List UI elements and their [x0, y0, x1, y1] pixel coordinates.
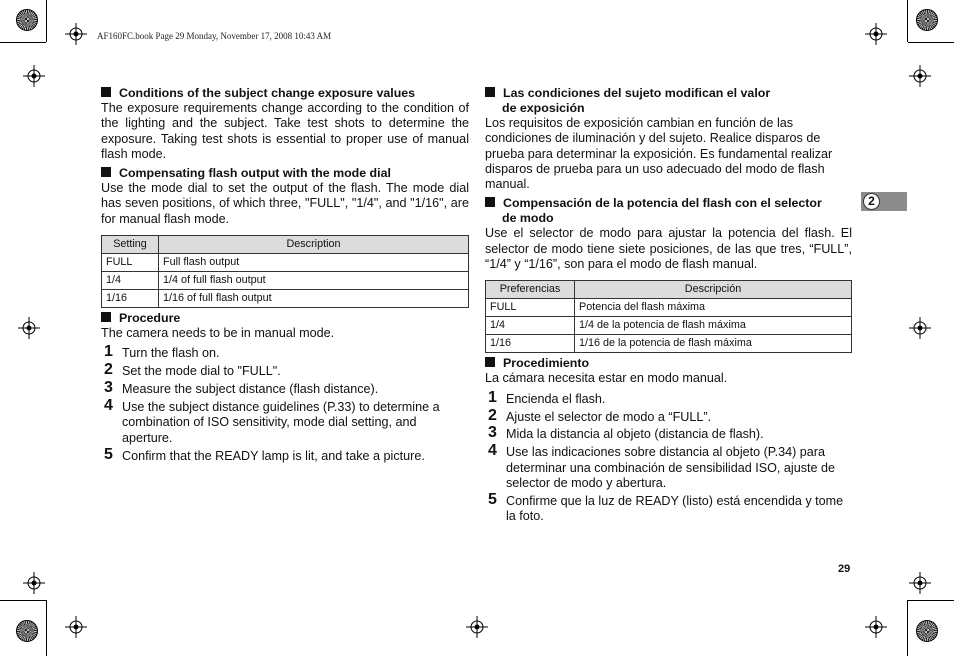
- table-cell: 1/4 of full flash output: [159, 272, 469, 290]
- step-number: 2: [104, 361, 113, 379]
- step-text: Confirme que la luz de READY (listo) está encendida y tome la foto.: [506, 493, 844, 524]
- step-number: 5: [104, 445, 113, 463]
- step-number: 1: [488, 388, 497, 406]
- table-cell: 1/16 of full flash output: [159, 290, 469, 308]
- registration-mark-icon: [18, 317, 40, 339]
- table-row: [102, 290, 469, 308]
- step-number: 2: [488, 406, 497, 424]
- section-heading: Procedimiento: [485, 356, 852, 371]
- table-cell: 1/4: [102, 272, 159, 290]
- book-header: AF160FC.book Page 29 Monday, November 17, 2008 10:43 AM: [97, 31, 332, 41]
- table-cell: 1/4 de la potencia de flash máxima: [575, 317, 852, 335]
- color-target-top-right: [916, 9, 938, 31]
- list-item: [101, 361, 469, 379]
- table-row: [486, 299, 852, 317]
- section-heading-continued: de modo: [502, 211, 554, 226]
- list-item: [485, 424, 852, 442]
- table-row: [486, 317, 852, 335]
- bullet-square-icon: [485, 197, 495, 207]
- paragraph: The camera needs to be in manual mode.: [101, 326, 335, 341]
- table-cell: Potencia del flash máxima: [575, 299, 852, 317]
- step-number: 3: [104, 379, 113, 397]
- registration-mark-icon: [865, 23, 887, 45]
- registration-mark-icon: [865, 616, 887, 638]
- paragraph: The exposure requirements change according to the condition of the lighting and the subject. Take test shots to determine the exposure. Taking test shots is essential to proper use of manual flash mode.: [101, 101, 469, 161]
- bullet-square-icon: [101, 87, 111, 97]
- section-heading: Compensación de la potencia del flash con el selector: [485, 196, 852, 211]
- section-heading: Procedure: [101, 311, 469, 326]
- settings-table: [101, 235, 469, 308]
- step-number: 3: [488, 424, 497, 442]
- table-cell: 1/16 de la potencia de flash máxima: [575, 335, 852, 353]
- table-cell: 1/16: [102, 290, 159, 308]
- registration-mark-icon: [909, 572, 931, 594]
- registration-mark-icon: [23, 65, 45, 87]
- table-cell: FULL: [486, 299, 575, 317]
- section-heading: Conditions of the subject change exposure values: [101, 86, 469, 101]
- registration-mark-icon: [23, 572, 45, 594]
- registration-mark-icon: [909, 65, 931, 87]
- procedure-steps: [485, 388, 852, 525]
- table-row: [102, 254, 469, 272]
- color-target-top-left: [16, 9, 38, 31]
- table-header: Description: [159, 236, 469, 254]
- step-text: Turn the flash on.: [122, 346, 220, 361]
- list-item: [485, 406, 852, 425]
- list-item: [101, 397, 469, 446]
- step-number: 1: [104, 343, 113, 361]
- step-text: Ajuste el selector de modo a “FULL”.: [506, 409, 712, 424]
- registration-mark-icon: [909, 317, 931, 339]
- bullet-square-icon: [101, 312, 111, 322]
- step-text: Use the subject distance guidelines (P.33) to determine a combination of ISO sensitivity, mode dial setting, and aperture.: [122, 400, 440, 445]
- paragraph: Los requisitos de exposición cambian en función de las condiciones de iluminación y del sujeto. Realice disparos de prueba para determinar la exposición. Es fundamental realizar disparos de prueba para un uso adecuado del modo de flash manual.: [485, 116, 833, 192]
- step-text: Mida la distancia al objeto (distancia de flash).: [506, 427, 764, 442]
- list-item: [101, 343, 469, 361]
- table-row: [486, 335, 852, 353]
- table-header: Setting: [102, 236, 159, 254]
- bullet-square-icon: [485, 87, 495, 97]
- color-target-bottom-left: [16, 620, 38, 642]
- settings-table: [485, 280, 852, 353]
- list-item: [101, 445, 469, 464]
- list-item: [485, 442, 852, 491]
- procedure-steps: [101, 343, 469, 463]
- table-cell: 1/4: [486, 317, 575, 335]
- paragraph: Use the mode dial to set the output of the flash. The mode dial has seven positions, of which three, "FULL", "1/4", and "1/16", are for manual flash mode.: [101, 181, 469, 226]
- section-heading-continued: de exposición: [502, 101, 585, 115]
- paragraph: La cámara necesita estar en modo manual.: [485, 371, 728, 386]
- table-row: [102, 272, 469, 290]
- bullet-square-icon: [485, 357, 495, 367]
- step-number: 4: [104, 397, 113, 415]
- list-item: [485, 490, 852, 525]
- list-item: [101, 379, 469, 397]
- paragraph: Use el selector de modo para ajustar la potencia del flash. El selector de modo tiene siete posiciones, de las que tres, “FULL”, “1/4” y “1/16”, son para el modo de flash manual.: [485, 226, 852, 272]
- step-text: Measure the subject distance (flash distance).: [122, 382, 379, 397]
- section-heading: Las condiciones del sujeto modifican el valor: [485, 86, 852, 101]
- step-text: Encienda el flash.: [506, 391, 606, 406]
- english-column: [101, 86, 469, 466]
- table-cell: Full flash output: [159, 254, 469, 272]
- table-header: Preferencias: [486, 281, 575, 299]
- table-cell: 1/16: [486, 335, 575, 353]
- step-number: 5: [488, 490, 497, 508]
- table-header: Descripción: [575, 281, 852, 299]
- spanish-column: [485, 86, 852, 527]
- section-heading: Compensating flash output with the mode dial: [101, 166, 469, 181]
- table-cell: FULL: [102, 254, 159, 272]
- chapter-number: 2: [863, 193, 880, 210]
- step-text: Set the mode dial to "FULL".: [122, 364, 281, 379]
- color-target-bottom-right: [916, 620, 938, 642]
- bullet-square-icon: [101, 167, 111, 177]
- registration-mark-icon: [65, 616, 87, 638]
- registration-mark-icon: [466, 616, 488, 638]
- chapter-tab: [861, 192, 907, 211]
- step-text: Use las indicaciones sobre distancia al objeto (P.34) para determinar una combinación de sensibilidad ISO, ajuste de selector de modo y abertura.: [506, 445, 836, 490]
- list-item: [485, 388, 852, 407]
- step-text: Confirm that the READY lamp is lit, and take a picture.: [122, 448, 425, 463]
- page-number: 29: [838, 563, 851, 575]
- registration-mark-icon: [65, 23, 87, 45]
- step-number: 4: [488, 442, 497, 460]
